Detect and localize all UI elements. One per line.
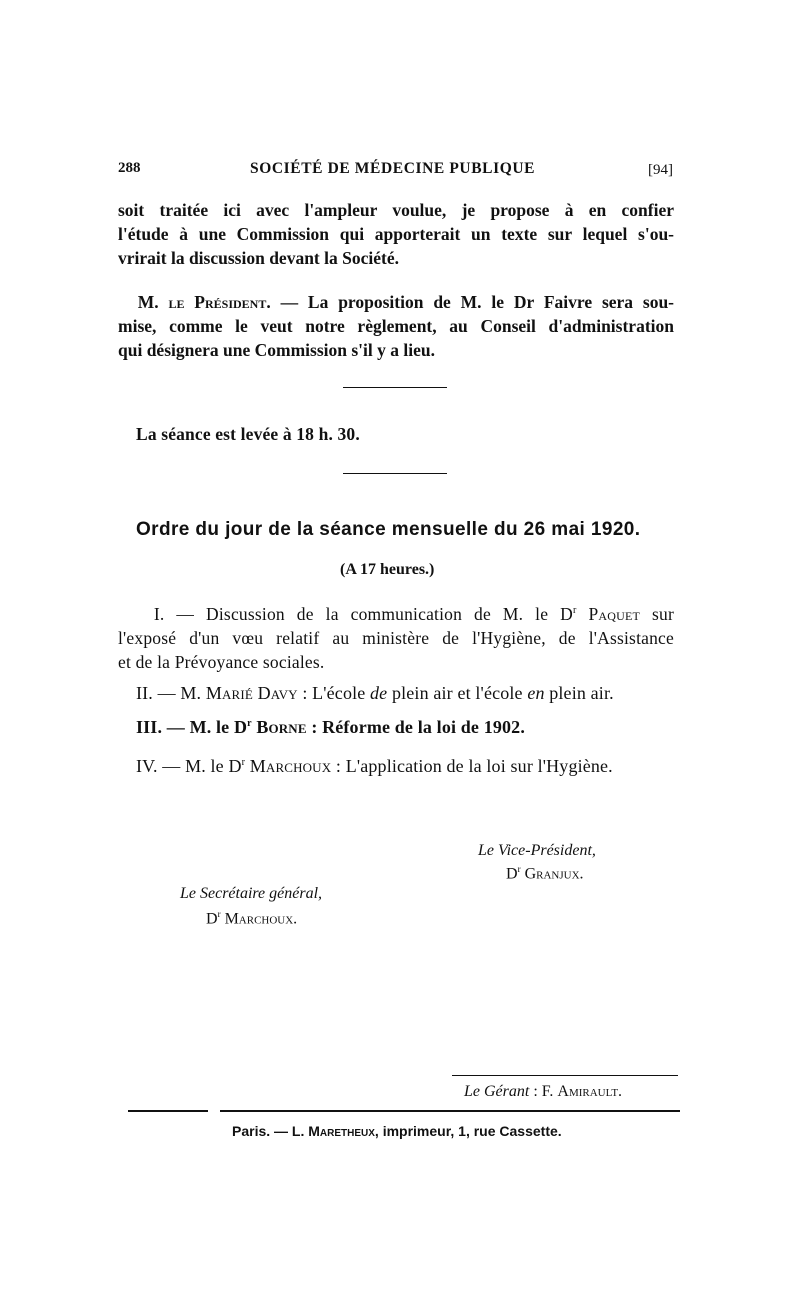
- page-number: 288: [118, 160, 141, 176]
- item-prefix: II. — M.: [136, 683, 206, 703]
- superscript: r: [247, 718, 252, 729]
- superscript: r: [517, 864, 521, 874]
- text-line: l'exposé d'un vœu relatif au ministère de l'Hygiène, de l'Assistance: [118, 627, 674, 648]
- item-emphasis: en: [527, 683, 545, 703]
- signatory-name: Granjux.: [524, 865, 584, 883]
- text-line: l'étude à une Commission qui apporterait un texte sur lequel s'ou-: [118, 224, 674, 244]
- footer-rule: [452, 1075, 678, 1076]
- agenda-item-4: [136, 756, 613, 777]
- item-text: : L'école: [297, 683, 371, 703]
- text-line: soit traitée ici avec l'ampleur voulue, je propose à en confier: [118, 200, 674, 220]
- signatory-name: Marchoux.: [224, 910, 298, 928]
- item-emphasis: de: [370, 683, 388, 703]
- speaker-name: Marié Davy: [205, 683, 298, 703]
- speaker-name: Marchoux: [249, 756, 332, 776]
- secretary-title: Le Secrétaire général,: [180, 885, 323, 902]
- item-prefix: I. — Discussion de la communication de M. le D: [153, 603, 573, 624]
- gerant-label: Le Gérant: [464, 1083, 530, 1100]
- agenda-title: Ordre du jour de la séance mensuelle du 26 mai 1920.: [136, 519, 641, 540]
- printer-name: Maretheux: [308, 1123, 375, 1139]
- text-line: [118, 599, 674, 626]
- agenda-time: (A 17 heures.): [340, 561, 435, 578]
- statement-text: — La proposition de M. le Dr Faivre sera sou-: [270, 292, 675, 312]
- text-line: qui désignera une Commission s'il y a lieu.: [118, 340, 435, 360]
- item-prefix: III. — M. le D: [136, 717, 248, 737]
- item-text: plein air et l'école: [387, 683, 528, 703]
- agenda-item-1: [118, 599, 674, 674]
- gerant-line: [464, 1083, 622, 1101]
- text-line: et de la Prévoyance sociales.: [118, 651, 325, 672]
- printer-line: [232, 1123, 562, 1139]
- speaker-name: Borne: [256, 717, 307, 737]
- gerant-separator: : F.: [529, 1083, 558, 1100]
- footer-rule: [128, 1110, 208, 1112]
- superscript: r: [217, 909, 221, 919]
- running-title: SOCIÉTÉ DE MÉDECINE PUBLIQUE: [250, 160, 536, 177]
- footer-rule: [220, 1110, 680, 1112]
- item-text: sur: [640, 603, 674, 624]
- agenda-item-3: [136, 717, 525, 738]
- seance-close: La séance est levée à 18 h. 30.: [136, 424, 360, 444]
- paragraph-continuation: [118, 198, 674, 270]
- printer-text: Paris. — L.: [232, 1123, 309, 1139]
- superscript: r: [572, 605, 577, 616]
- gerant-name: Amirault.: [557, 1083, 623, 1100]
- item-text: : Réforme de la loi de 1902.: [306, 717, 525, 737]
- text-line: [118, 290, 674, 314]
- speaker-name: M. le Président.: [137, 292, 271, 312]
- bracket-number: [94]: [648, 162, 673, 178]
- title-prefix: D: [506, 865, 518, 883]
- item-text: plein air.: [544, 683, 614, 703]
- printer-text: , imprimeur, 1, rue Cassette.: [374, 1123, 562, 1139]
- vice-president-name: [506, 864, 584, 883]
- item-text: : L'application de la loi sur l'Hygiène.: [331, 756, 613, 776]
- text-line: mise, comme le veut notre règlement, au Conseil d'administration: [118, 316, 674, 336]
- secretary-name: [206, 909, 297, 928]
- section-divider: [343, 473, 447, 474]
- president-statement: [118, 290, 674, 362]
- agenda-item-2: [136, 683, 614, 704]
- item-prefix: IV. — M. le D: [136, 756, 242, 776]
- speaker-name: Paquet: [588, 603, 641, 624]
- text-line: vrirait la discussion devant la Société.: [118, 248, 399, 268]
- section-divider: [343, 387, 447, 388]
- superscript: r: [241, 757, 246, 768]
- vice-president-title: Le Vice-Président,: [478, 842, 596, 859]
- title-prefix: D: [206, 910, 218, 928]
